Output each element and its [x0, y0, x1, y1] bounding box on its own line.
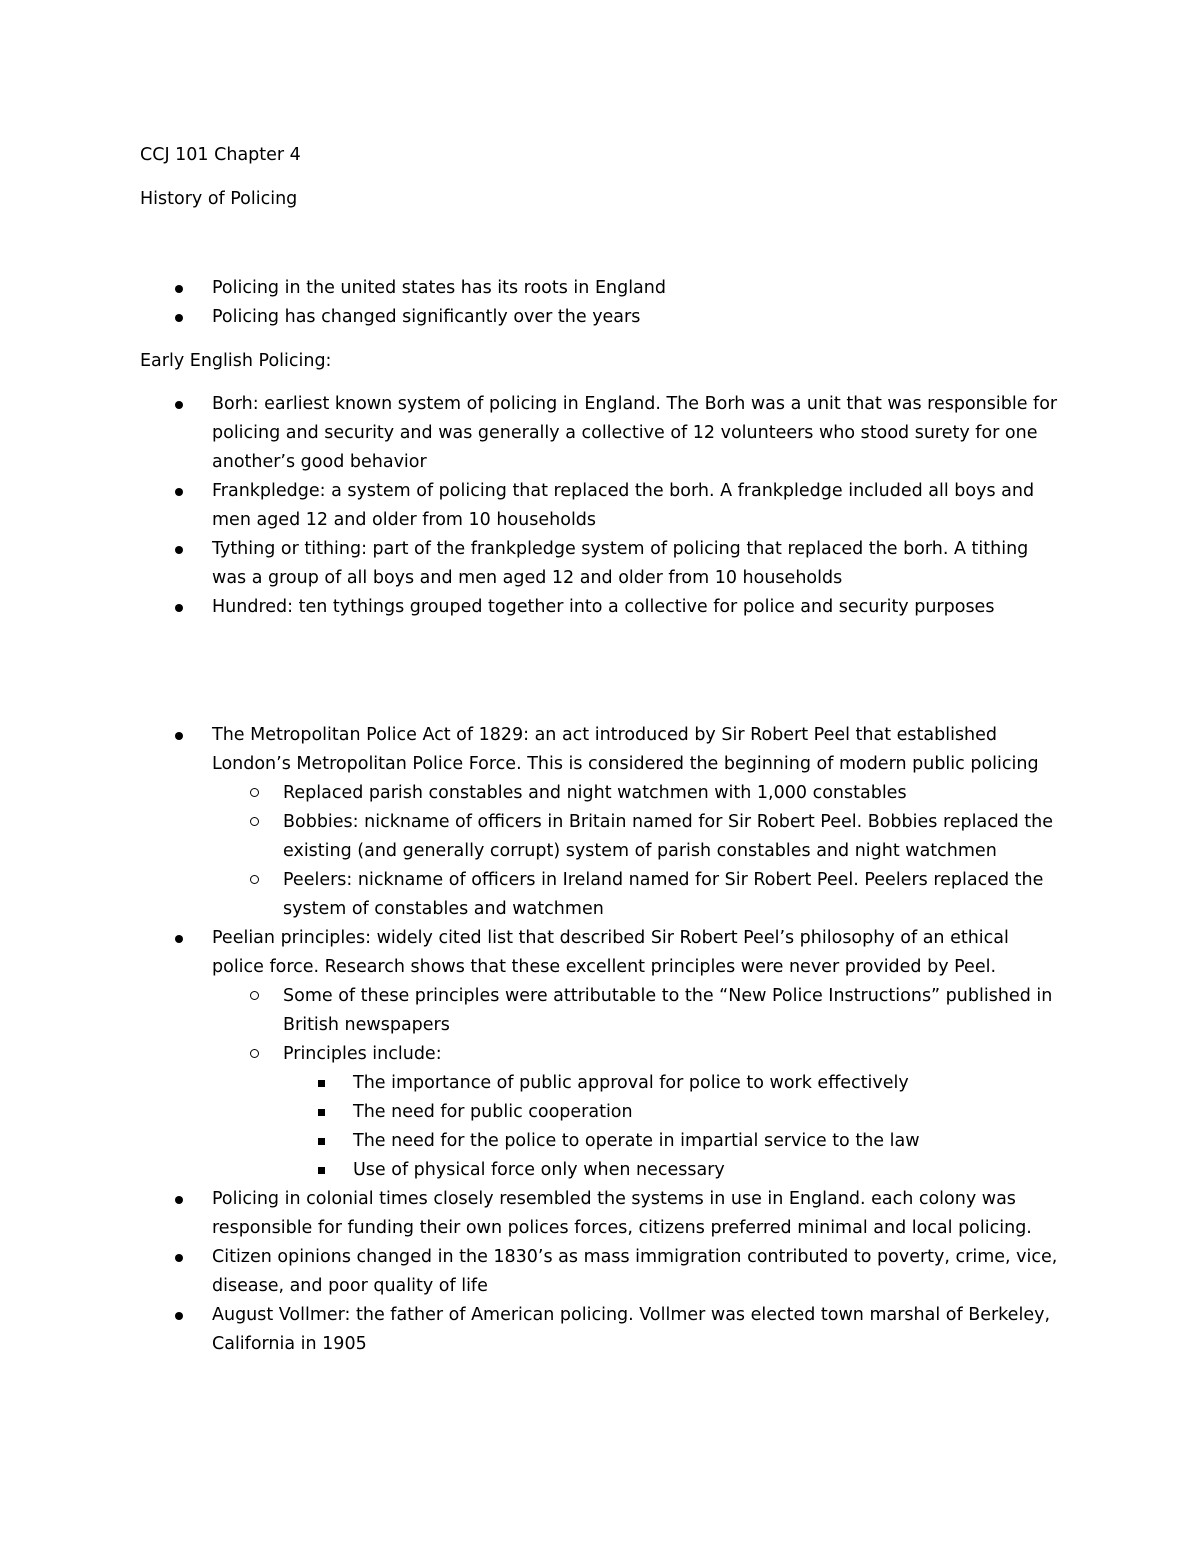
square-bullet-icon [318, 1080, 325, 1087]
bullet-icon [175, 1312, 183, 1320]
principle-item: The need for public cooperation [0, 1098, 1200, 1127]
square-bullet-icon [318, 1167, 325, 1174]
circle-bullet-icon [250, 1049, 259, 1058]
modern-policing-list [0, 721, 1200, 1359]
circle-bullet-icon [250, 991, 259, 1000]
square-bullet-icon [318, 1109, 325, 1116]
circle-bullet-icon [250, 817, 259, 826]
bullet-icon [175, 935, 183, 943]
principle-item: The importance of public approval for police to work effectively [0, 1069, 1200, 1098]
sub-list-item: Some of these principles were attributable to the “New Police Instructions” published in British newspapers [0, 982, 1200, 1040]
sub-list-item: Replaced parish constables and night watchmen with 1,000 constables [0, 779, 1200, 808]
principle-item: The need for the police to operate in impartial service to the law [0, 1127, 1200, 1156]
early-policing-list [0, 390, 1200, 622]
bullet-icon [175, 401, 183, 409]
list-item: Frankpledge: a system of policing that replaced the borh. A frankpledge included all boys and men aged 12 and older from 10 households [0, 477, 1200, 535]
list-item: The Metropolitan Police Act of 1829: an act introduced by Sir Robert Peel that established London’s Metropolitan Police Force. This is considered the beginning of modern public policing [0, 721, 1200, 779]
bullet-icon [175, 285, 183, 293]
list-item: Borh: earliest known system of policing in England. The Borh was a unit that was responsible for policing and security and was generally a collective of 12 volunteers who stood surety for one another’s good behavior [0, 390, 1200, 477]
list-item: Policing in the united states has its roots in England [0, 274, 1200, 303]
list-item: Peelian principles: widely cited list that described Sir Robert Peel’s philosophy of an ethical police force. Research shows that these excellent principles were never provided by Peel. [0, 924, 1200, 982]
circle-bullet-icon [250, 788, 259, 797]
sub-list-item: Principles include: [0, 1040, 1200, 1069]
list-item: Citizen opinions changed in the 1830’s as mass immigration contributed to poverty, crime, vice, disease, and poor quality of life [0, 1243, 1200, 1301]
list-item: Tything or tithing: part of the frankpledge system of policing that replaced the borh. A tithing was a group of all boys and men aged 12 and older from 10 households [0, 535, 1200, 593]
sub-list-item: Peelers: nickname of officers in Ireland named for Sir Robert Peel. Peelers replaced the system of constables and watchmen [0, 866, 1200, 924]
list-item: August Vollmer: the father of American policing. Vollmer was elected town marshal of Berkeley, California in 1905 [0, 1301, 1200, 1359]
course-title: CCJ 101 Chapter 4 [140, 145, 301, 165]
bullet-icon [175, 604, 183, 612]
bullet-icon [175, 732, 183, 740]
bullet-icon [175, 488, 183, 496]
principle-item: Use of physical force only when necessary [0, 1156, 1200, 1185]
bullet-icon [175, 1196, 183, 1204]
sub-list-item: Bobbies: nickname of officers in Britain named for Sir Robert Peel. Bobbies replaced the existing (and generally corrupt) system of parish constables and night watchmen [0, 808, 1200, 866]
circle-bullet-icon [250, 875, 259, 884]
square-bullet-icon [318, 1138, 325, 1145]
list-item: Policing has changed significantly over the years [0, 303, 1200, 332]
intro-bullet-list [0, 274, 1200, 332]
bullet-icon [175, 546, 183, 554]
document-subtitle: History of Policing [140, 189, 298, 209]
bullet-icon [175, 314, 183, 322]
list-item: Hundred: ten tythings grouped together into a collective for police and security purposes [0, 593, 1200, 622]
bullet-icon [175, 1254, 183, 1262]
list-item: Policing in colonial times closely resembled the systems in use in England. each colony was responsible for funding their own polices forces, citizens preferred minimal and local policing. [0, 1185, 1200, 1243]
section-heading: Early English Policing: [140, 351, 332, 371]
